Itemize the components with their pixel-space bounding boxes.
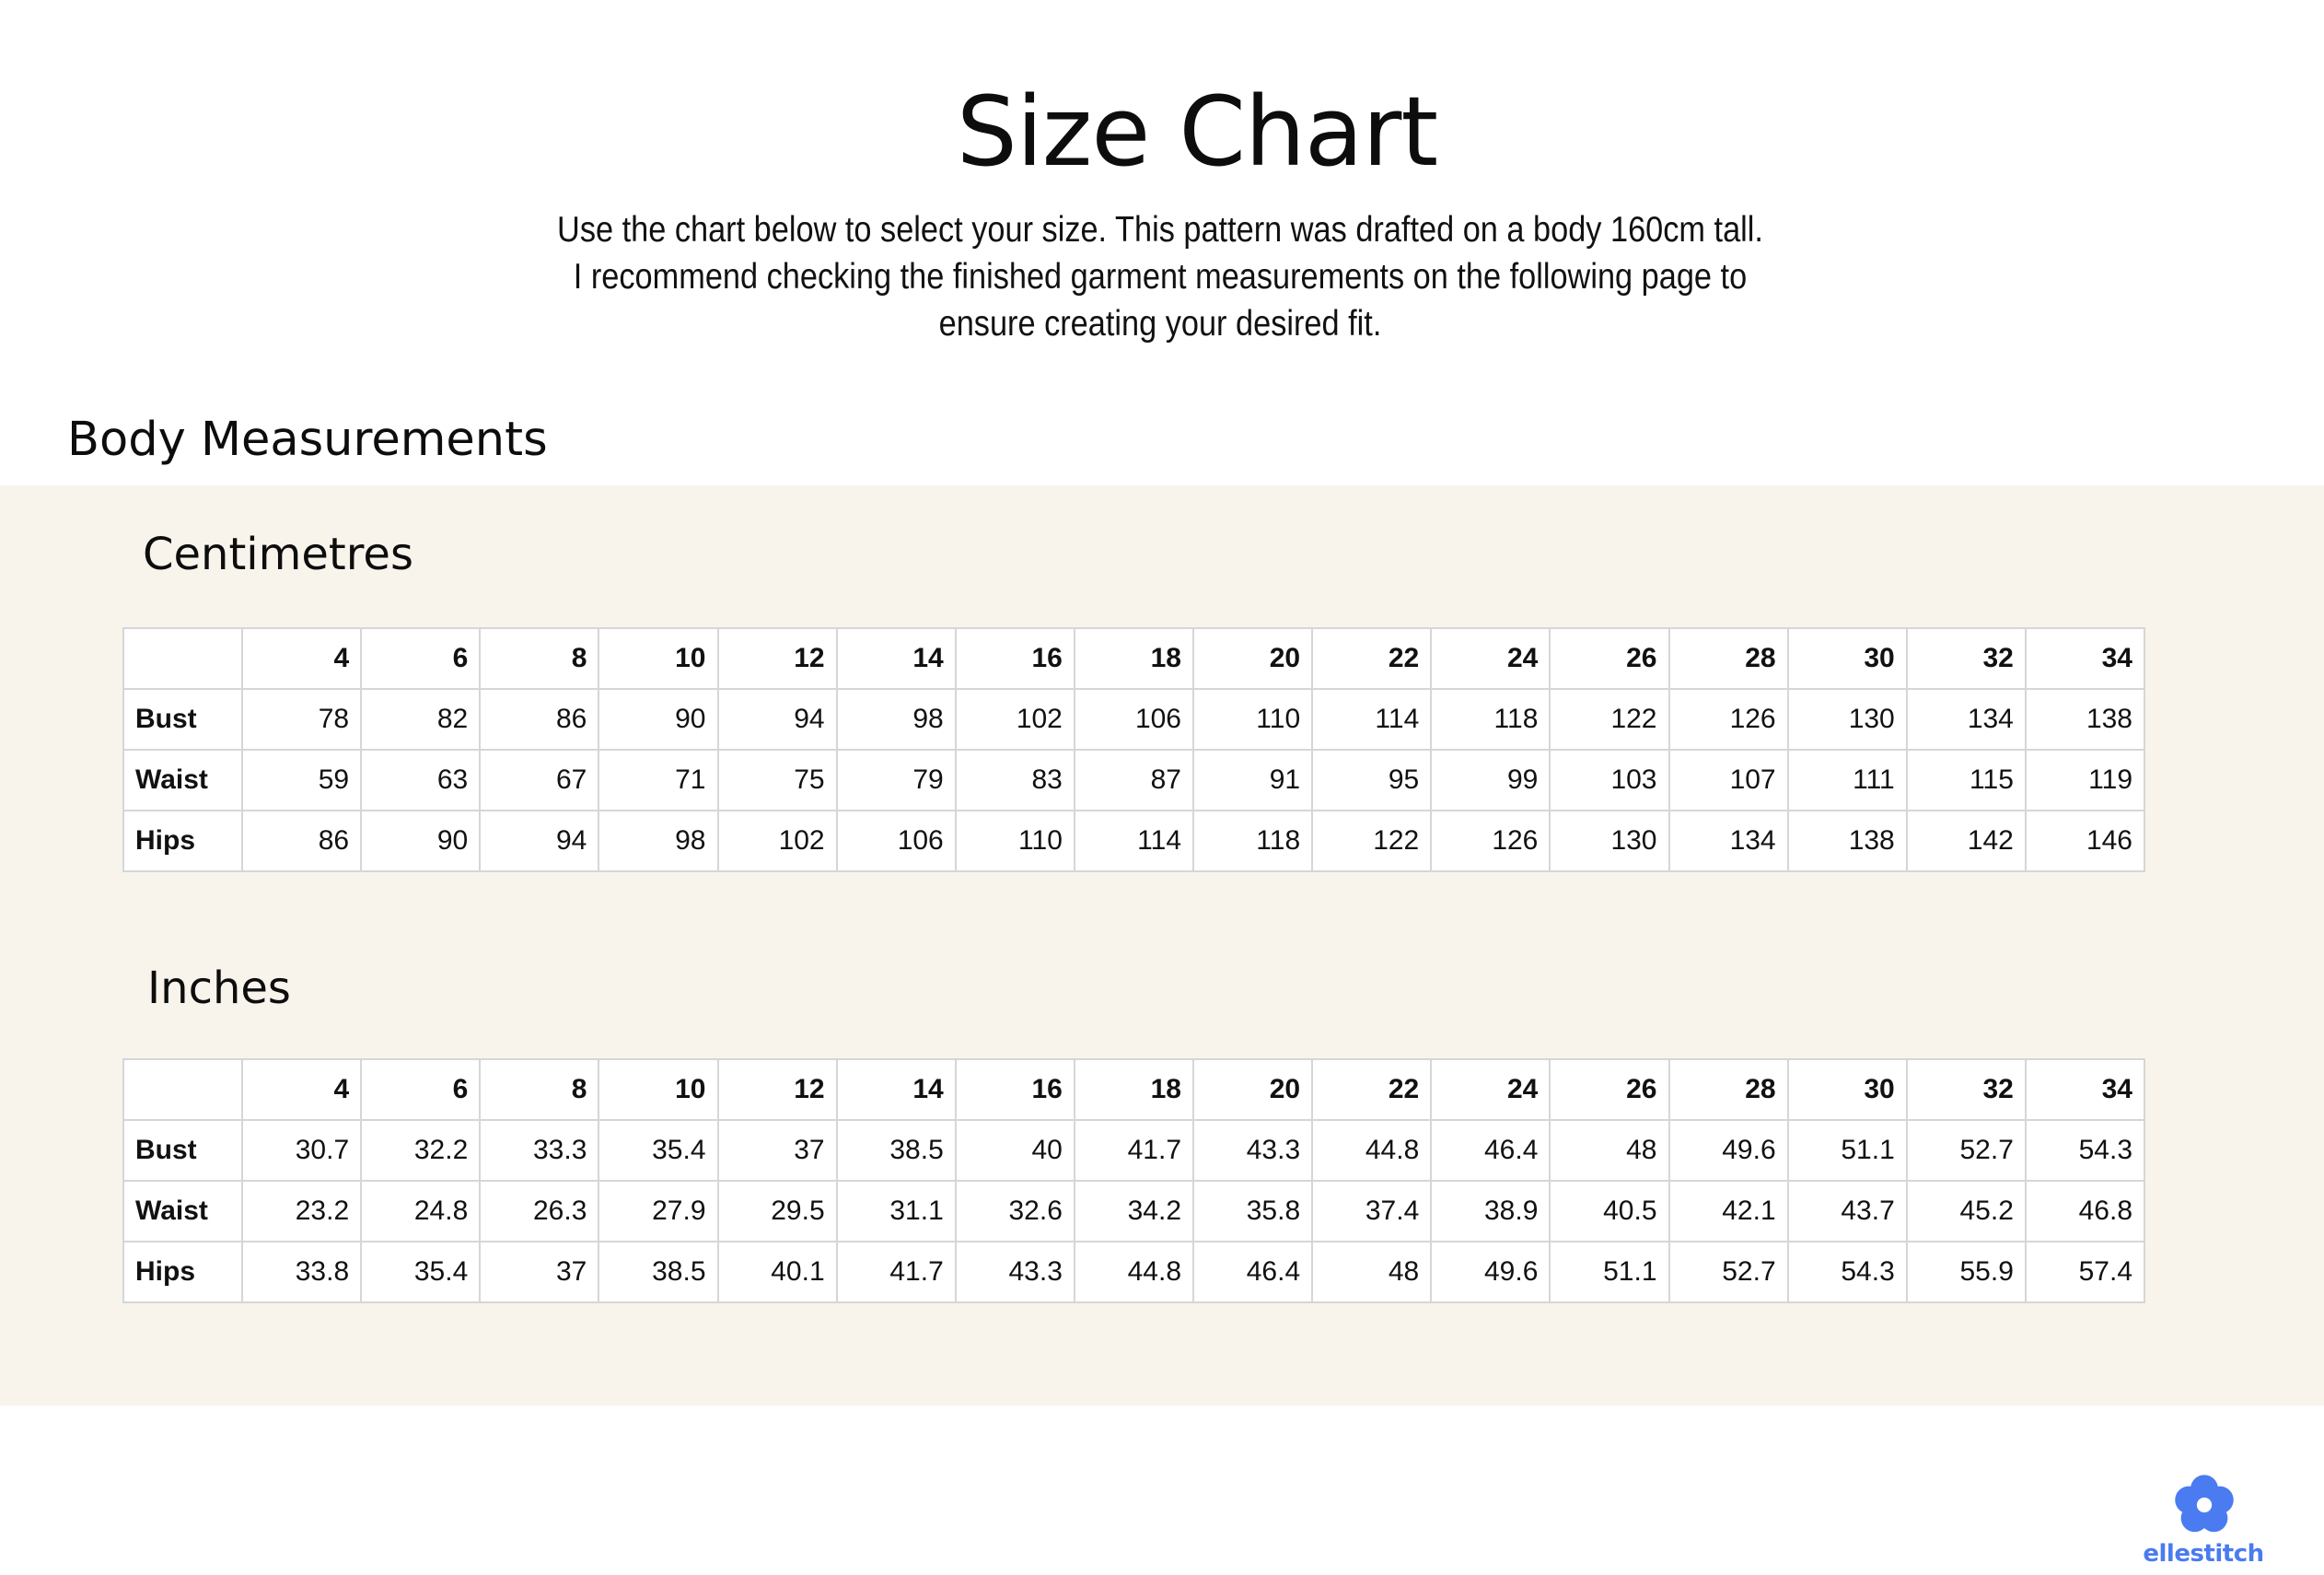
intro-line: I recommend checking the finished garment measurements on the following page to (573, 257, 1748, 297)
measurement-value: 54.3 (1788, 1242, 1907, 1302)
table-row (123, 750, 2144, 811)
measurement-value: 90 (598, 689, 717, 750)
measurement-value: 26.3 (480, 1181, 598, 1242)
size-header: 18 (1075, 1059, 1193, 1120)
measurement-value: 91 (1193, 750, 1312, 811)
measurement-value: 94 (718, 689, 837, 750)
size-header: 28 (1669, 628, 1788, 689)
measurement-value: 37.4 (1312, 1181, 1431, 1242)
measurement-value: 114 (1075, 811, 1193, 871)
measurement-value: 95 (1312, 750, 1431, 811)
measurement-value: 54.3 (2026, 1120, 2144, 1181)
measurement-value: 42.1 (1669, 1181, 1788, 1242)
size-header: 30 (1788, 628, 1907, 689)
size-header: 12 (718, 628, 837, 689)
measurement-value: 35.4 (598, 1120, 717, 1181)
measurement-label: Waist (123, 750, 242, 811)
size-header: 8 (480, 1059, 598, 1120)
inches-heading: Inches (147, 962, 291, 1014)
measurement-value: 35.4 (361, 1242, 480, 1302)
measurement-value: 122 (1550, 689, 1668, 750)
measurement-value: 49.6 (1431, 1242, 1550, 1302)
measurement-value: 57.4 (2026, 1242, 2144, 1302)
measurement-value: 27.9 (598, 1181, 717, 1242)
measurement-value: 40 (956, 1120, 1075, 1181)
measurement-value: 142 (1907, 811, 2026, 871)
measurement-value: 82 (361, 689, 480, 750)
size-header: 22 (1312, 628, 1431, 689)
size-header: 24 (1431, 1059, 1550, 1120)
table-row (123, 811, 2144, 871)
measurement-value: 98 (837, 689, 956, 750)
measurement-label: Waist (123, 1181, 242, 1242)
measurement-value: 130 (1788, 689, 1907, 750)
measurement-value: 23.2 (242, 1181, 361, 1242)
size-header: 18 (1075, 628, 1193, 689)
measurement-value: 55.9 (1907, 1242, 2026, 1302)
measurement-value: 102 (718, 811, 837, 871)
page-title: Size Chart (956, 76, 1438, 188)
size-header: 16 (956, 628, 1075, 689)
measurement-value: 43.3 (956, 1242, 1075, 1302)
size-header: 8 (480, 628, 598, 689)
measurement-value: 75 (718, 750, 837, 811)
measurement-value: 94 (480, 811, 598, 871)
corner-cell (123, 628, 242, 689)
brand-logo (2134, 1466, 2272, 1568)
measurement-value: 32.6 (956, 1181, 1075, 1242)
measurement-value: 46.4 (1431, 1120, 1550, 1181)
measurement-value: 106 (1075, 689, 1193, 750)
measurement-value: 40.1 (718, 1242, 837, 1302)
size-header: 26 (1550, 628, 1668, 689)
size-header: 6 (361, 1059, 480, 1120)
measurement-value: 110 (1193, 689, 1312, 750)
size-header: 30 (1788, 1059, 1907, 1120)
measurement-value: 41.7 (1075, 1120, 1193, 1181)
measurement-value: 102 (956, 689, 1075, 750)
measurement-value: 79 (837, 750, 956, 811)
measurement-value: 106 (837, 811, 956, 871)
size-header: 20 (1193, 628, 1312, 689)
flower-icon (2173, 1474, 2236, 1536)
measurement-value: 52.7 (1669, 1242, 1788, 1302)
measurement-value: 29.5 (718, 1181, 837, 1242)
measurement-value: 41.7 (837, 1242, 956, 1302)
centimetres-heading: Centimetres (143, 529, 413, 580)
measurement-value: 134 (1907, 689, 2026, 750)
measurement-value: 122 (1312, 811, 1431, 871)
measurement-value: 86 (480, 689, 598, 750)
measurement-value: 33.8 (242, 1242, 361, 1302)
measurement-value: 38.5 (837, 1120, 956, 1181)
measurement-value: 32.2 (361, 1120, 480, 1181)
size-header: 4 (242, 1059, 361, 1120)
measurement-value: 83 (956, 750, 1075, 811)
measurement-value: 146 (2026, 811, 2144, 871)
measurement-value: 35.8 (1193, 1181, 1312, 1242)
measurement-value: 98 (598, 811, 717, 871)
measurement-value: 51.1 (1788, 1120, 1907, 1181)
measurement-value: 51.1 (1550, 1242, 1668, 1302)
measurement-value: 126 (1669, 689, 1788, 750)
measurement-value: 31.1 (837, 1181, 956, 1242)
size-header: 24 (1431, 628, 1550, 689)
size-header: 4 (242, 628, 361, 689)
measurement-value: 52.7 (1907, 1120, 2026, 1181)
measurement-value: 87 (1075, 750, 1193, 811)
inches-table (122, 1058, 2145, 1303)
measurement-value: 103 (1550, 750, 1668, 811)
size-header: 26 (1550, 1059, 1668, 1120)
measurement-value: 59 (242, 750, 361, 811)
size-header: 6 (361, 628, 480, 689)
intro-line: ensure creating your desired fit. (938, 304, 1382, 344)
size-header: 34 (2026, 1059, 2144, 1120)
intro-text (139, 206, 2181, 347)
size-header: 22 (1312, 1059, 1431, 1120)
measurement-value: 90 (361, 811, 480, 871)
size-header: 34 (2026, 628, 2144, 689)
table-row (123, 1120, 2144, 1181)
intro-line: Use the chart below to select your size. This pattern was drafted on a body 160cm tall. (557, 210, 1763, 250)
measurement-value: 37 (718, 1120, 837, 1181)
measurement-value: 111 (1788, 750, 1907, 811)
measurement-value: 43.3 (1193, 1120, 1312, 1181)
measurement-value: 38.9 (1431, 1181, 1550, 1242)
size-header: 14 (837, 1059, 956, 1120)
measurement-value: 99 (1431, 750, 1550, 811)
size-header: 12 (718, 1059, 837, 1120)
table-row (123, 1242, 2144, 1302)
size-header: 32 (1907, 628, 2026, 689)
measurement-value: 45.2 (1907, 1181, 2026, 1242)
measurement-value: 118 (1431, 689, 1550, 750)
measurement-value: 67 (480, 750, 598, 811)
measurement-value: 107 (1669, 750, 1788, 811)
measurement-value: 46.8 (2026, 1181, 2144, 1242)
size-header: 10 (598, 628, 717, 689)
measurement-value: 138 (1788, 811, 1907, 871)
measurement-value: 86 (242, 811, 361, 871)
measurement-value: 43.7 (1788, 1181, 1907, 1242)
measurement-value: 130 (1550, 811, 1668, 871)
measurement-label: Bust (123, 689, 242, 750)
measurement-value: 37 (480, 1242, 598, 1302)
measurement-value: 71 (598, 750, 717, 811)
measurement-value: 134 (1669, 811, 1788, 871)
brand-name: ellestitch (2143, 1540, 2264, 1568)
measurement-value: 48 (1312, 1242, 1431, 1302)
measurement-value: 33.3 (480, 1120, 598, 1181)
size-header: 14 (837, 628, 956, 689)
measurement-value: 49.6 (1669, 1120, 1788, 1181)
measurement-value: 48 (1550, 1120, 1668, 1181)
measurement-value: 114 (1312, 689, 1431, 750)
measurement-value: 118 (1193, 811, 1312, 871)
measurement-value: 126 (1431, 811, 1550, 871)
measurement-value: 46.4 (1193, 1242, 1312, 1302)
size-header: 32 (1907, 1059, 2026, 1120)
measurement-value: 115 (1907, 750, 2026, 811)
measurement-value: 40.5 (1550, 1181, 1668, 1242)
measurement-value: 44.8 (1312, 1120, 1431, 1181)
centimetres-table (122, 627, 2145, 872)
measurement-value: 34.2 (1075, 1181, 1193, 1242)
measurement-value: 38.5 (598, 1242, 717, 1302)
measurement-value: 63 (361, 750, 480, 811)
measurement-label: Hips (123, 1242, 242, 1302)
section-heading: Body Measurements (67, 413, 548, 467)
table-header-row (123, 628, 2144, 689)
measurement-value: 30.7 (242, 1120, 361, 1181)
size-header: 10 (598, 1059, 717, 1120)
measurement-value: 119 (2026, 750, 2144, 811)
measurement-value: 110 (956, 811, 1075, 871)
measurement-value: 138 (2026, 689, 2144, 750)
table-header-row (123, 1059, 2144, 1120)
corner-cell (123, 1059, 242, 1120)
measurement-label: Bust (123, 1120, 242, 1181)
table-row (123, 1181, 2144, 1242)
measurement-value: 24.8 (361, 1181, 480, 1242)
measurement-value: 44.8 (1075, 1242, 1193, 1302)
measurement-value: 78 (242, 689, 361, 750)
size-header: 28 (1669, 1059, 1788, 1120)
table-row (123, 689, 2144, 750)
measurement-label: Hips (123, 811, 242, 871)
size-header: 16 (956, 1059, 1075, 1120)
size-header: 20 (1193, 1059, 1312, 1120)
